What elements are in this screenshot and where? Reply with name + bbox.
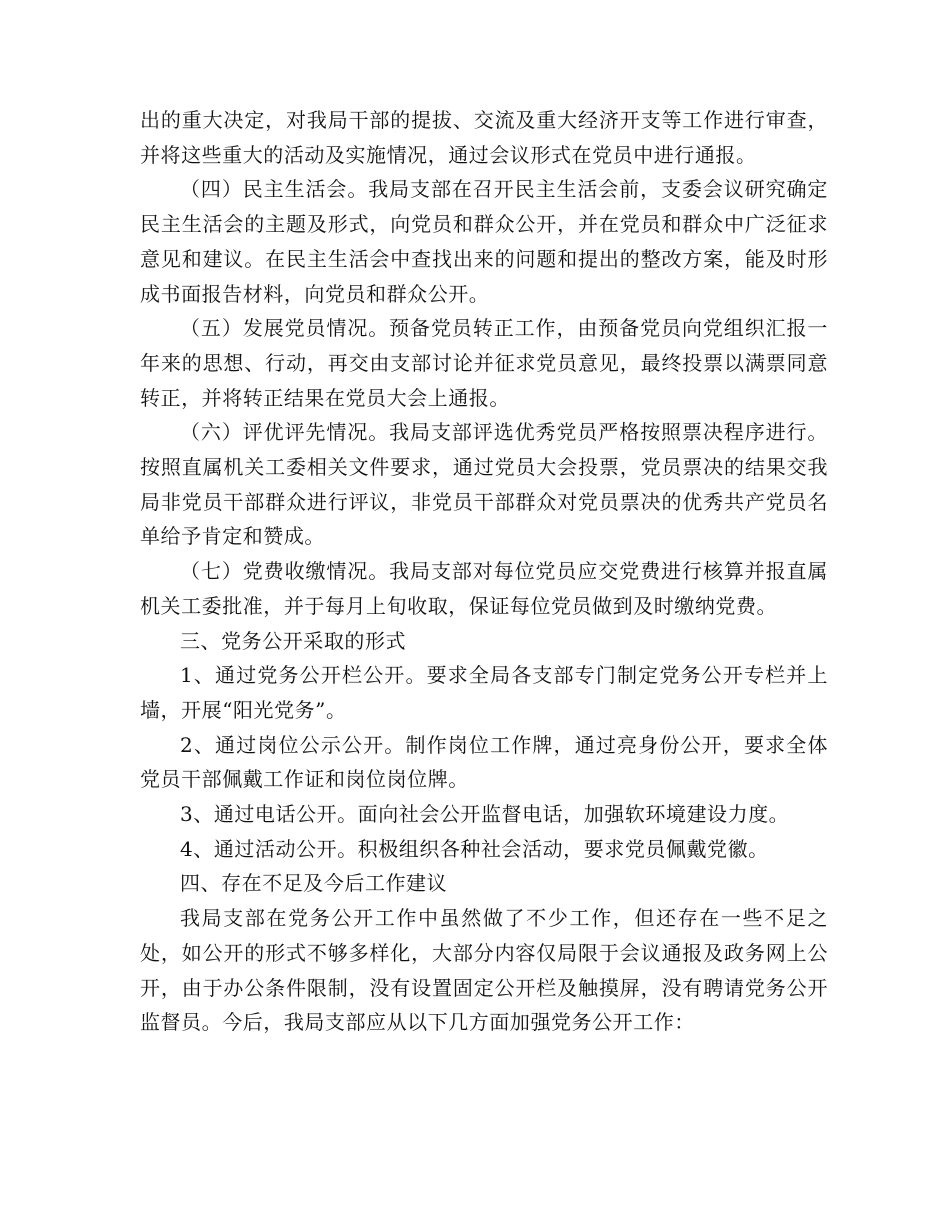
- paragraph-phone-disclosure: 3、通过电话公开。面向社会公开监督电话，加强软环境建设力度。: [180, 802, 790, 827]
- section-heading-disclosure-forms: 三、党务公开采取的形式: [180, 628, 407, 653]
- document-body: [140, 103, 828, 1040]
- paragraph-activity-disclosure: 4、通过活动公开。积极组织各种社会活动，要求党员佩戴党徽。: [180, 836, 769, 861]
- paragraph-bulletin-board: 1、通过党务公开栏公开。要求全局各支部专门制定党务公开专栏并上墙，开展“阳光党务”。: [140, 663, 828, 722]
- paragraph-post-disclosure: 2、通过岗位公示公开。制作岗位工作牌，通过亮身份公开，要求全体党员干部佩戴工作证和岗位岗位牌。: [140, 732, 828, 792]
- paragraph-excellence-evaluation: （六）评优评先情况。我局支部评选优秀党员严格按照票决程序进行。按照直属机关工委相关文件要求，通过党员大会投票，党员票决的结果交我局非党员干部群众进行评议，非党员干部群众对党员票决的优秀共产党员名单给予肯定和赞成。: [140, 420, 828, 549]
- paragraph-continuation: 出的重大决定，对我局干部的提拔、交流及重大经济开支等工作进行审查，并将这些重大的活动及实施情况，通过会议形式在党员中进行通报。: [140, 108, 828, 167]
- paragraph-party-dues: （七）党费收缴情况。我局支部对每位党员应交党费进行核算并报直属机关工委批准，并于每月上旬收取，保证每位党员做到及时缴纳党费。: [140, 559, 828, 618]
- section-heading-shortcomings: 四、存在不足及今后工作建议: [180, 871, 448, 896]
- paragraph-shortcomings: 我局支部在党务公开工作中虽然做了不少工作，但还存在一些不足之处，如公开的形式不够多样化，大部分内容仅局限于会议通报及政务网上公开，由于办公条件限制，没有设置固定公开栏及触摸屏，没有聘请党务公开监督员。今后，我局支部应从以下几方面加强党务公开工作：: [140, 906, 828, 1035]
- paragraph-party-member-development: （五）发展党员情况。预备党员转正工作，由预备党员向党组织汇报一年来的思想、行动，再交由支部讨论并征求党员意见，最终投票以满票同意转正，并将转正结果在党员大会上通报。: [140, 316, 828, 410]
- paragraph-democratic-life-meeting: （四）民主生活会。我局支部在召开民主生活会前，支委会议研究确定民主生活会的主题及形式，向党员和群众公开，并在党员和群众中广泛征求意见和建议。在民主生活会中查找出来的问题和提出的整改方案，能及时形成书面报告材料，向党员和群众公开。: [140, 177, 828, 306]
